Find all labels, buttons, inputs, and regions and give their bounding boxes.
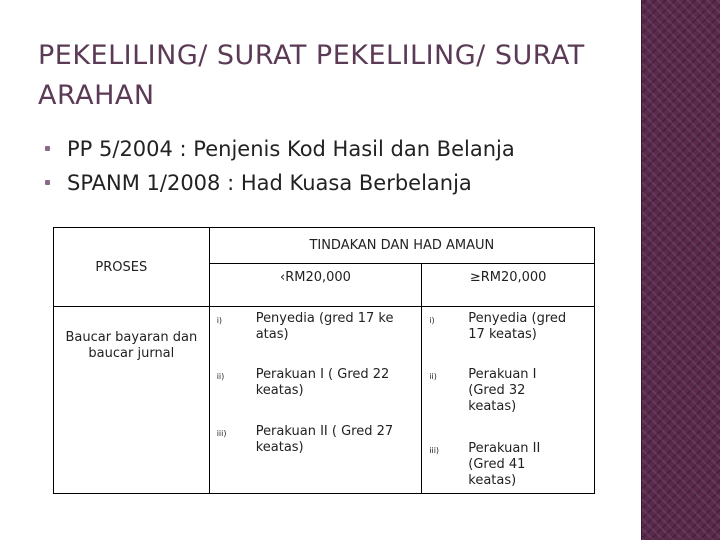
col-ge-label: ≥RM20,000	[469, 269, 547, 285]
proses-header	[54, 228, 210, 307]
bullet-item	[40, 168, 620, 202]
item-text: Perakuan II ( Gred 27 keatas)	[255, 424, 394, 455]
item-number: iii)	[429, 446, 440, 455]
bullet-item	[40, 134, 620, 168]
item-number: ii)	[216, 372, 225, 381]
col-lt-label: ‹RM20,000	[280, 269, 351, 285]
item-number: ii)	[429, 372, 437, 381]
col-header-lt	[209, 264, 422, 307]
col-header-ge	[422, 264, 595, 307]
item-text: Penyedia (gred 17 ke atas)	[255, 311, 394, 342]
bullet-icon	[45, 180, 50, 185]
tindakan-header	[209, 228, 594, 264]
item-number: i)	[429, 316, 435, 325]
item-text: Penyedia (gred 17 keatas)	[468, 311, 567, 342]
authority-table	[53, 227, 595, 494]
slide-title: PEKELILING/ SURAT PEKELILING/ SURAT ARAHAN	[38, 40, 585, 111]
row-label-cell	[54, 307, 210, 494]
bullet-list	[40, 134, 620, 202]
bullet-text: SPANM 1/2008 : Had Kuasa Berbelanja	[67, 171, 472, 195]
item-text: Perakuan I (Gred 32 keatas)	[468, 367, 537, 414]
tindakan-label: TINDAKAN DAN HAD AMAUN	[309, 238, 495, 253]
row-label: Baucar bayaran dan baucar jurnal	[65, 330, 198, 361]
bullet-text: PP 5/2004 : Penjenis Kod Hasil dan Belanja	[67, 137, 515, 161]
ge-cell	[422, 307, 595, 494]
lt-cell	[209, 307, 422, 494]
decorative-sidebar	[641, 0, 720, 540]
bullet-icon	[45, 146, 50, 151]
item-number: iii)	[216, 429, 227, 438]
proses-label: PROSES	[95, 259, 148, 275]
item-number: i)	[216, 316, 223, 325]
item-text: Perakuan I ( Gred 22 keatas)	[255, 367, 390, 398]
item-text: Perakuan II (Gred 41 keatas)	[468, 441, 541, 488]
